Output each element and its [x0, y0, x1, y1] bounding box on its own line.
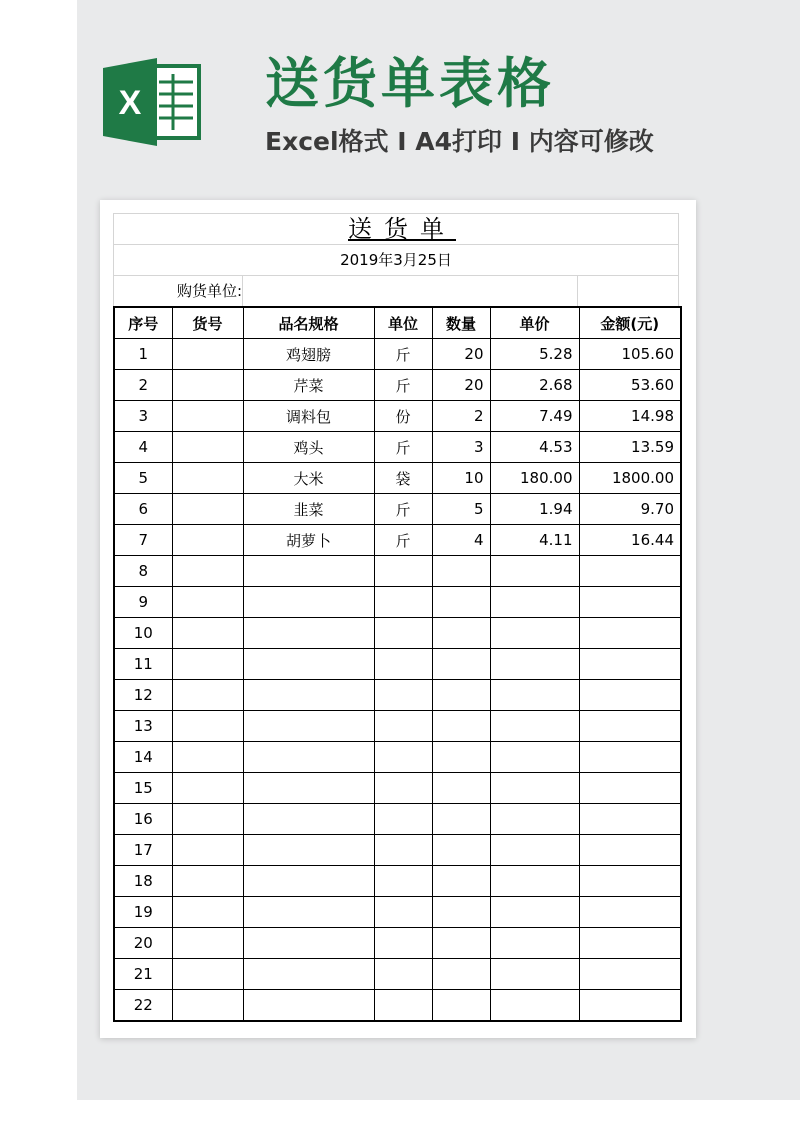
cell-seq[interactable]: 5 [114, 463, 172, 494]
cell-name[interactable]: 胡萝卜 [243, 525, 374, 556]
cell-name[interactable] [243, 804, 374, 835]
cell-seq[interactable]: 10 [114, 618, 172, 649]
cell-qty[interactable] [432, 928, 490, 959]
cell-price[interactable]: 5.28 [490, 339, 579, 370]
cell-name[interactable] [243, 959, 374, 990]
cell-price[interactable] [490, 959, 579, 990]
cell-seq[interactable]: 16 [114, 804, 172, 835]
cell-seq[interactable]: 3 [114, 401, 172, 432]
document-title: 送货单 [113, 213, 679, 245]
cell-qty[interactable] [432, 866, 490, 897]
cell-price[interactable] [490, 897, 579, 928]
cell-code[interactable] [172, 866, 243, 897]
cell-seq[interactable]: 8 [114, 556, 172, 587]
cell-amount[interactable] [579, 587, 681, 618]
cell-amount[interactable]: 105.60 [579, 339, 681, 370]
header-code: 货号 [172, 307, 243, 339]
cell-code[interactable] [172, 587, 243, 618]
cell-code[interactable] [172, 928, 243, 959]
cell-name[interactable] [243, 928, 374, 959]
cell-code[interactable] [172, 401, 243, 432]
cell-code[interactable] [172, 339, 243, 370]
cell-amount[interactable] [579, 928, 681, 959]
cell-name[interactable] [243, 556, 374, 587]
excel-logo-icon [103, 58, 203, 146]
cell-seq[interactable]: 17 [114, 835, 172, 866]
cell-seq[interactable]: 2 [114, 370, 172, 401]
header-name: 品名规格 [243, 307, 374, 339]
cell-code[interactable] [172, 835, 243, 866]
delivery-note-sheet [100, 200, 696, 1038]
cell-unit[interactable] [374, 928, 432, 959]
cell-qty[interactable] [432, 680, 490, 711]
cell-amount[interactable]: 53.60 [579, 370, 681, 401]
cell-price[interactable]: 1.94 [490, 494, 579, 525]
header-qty: 数量 [432, 307, 490, 339]
cell-code[interactable] [172, 773, 243, 804]
cell-seq[interactable]: 7 [114, 525, 172, 556]
cell-code[interactable] [172, 742, 243, 773]
cell-seq[interactable]: 1 [114, 339, 172, 370]
cell-amount[interactable]: 13.59 [579, 432, 681, 463]
cell-qty[interactable] [432, 959, 490, 990]
table-row [114, 618, 681, 649]
cell-qty[interactable]: 20 [432, 370, 490, 401]
cell-code[interactable] [172, 494, 243, 525]
cell-name[interactable]: 鸡头 [243, 432, 374, 463]
cell-qty[interactable] [432, 711, 490, 742]
banner-subtitle: Excel格式 I A4打印 I 内容可修改 [265, 127, 654, 156]
cell-qty[interactable]: 4 [432, 525, 490, 556]
cell-qty[interactable]: 10 [432, 463, 490, 494]
cell-name[interactable] [243, 587, 374, 618]
table-row [114, 866, 681, 897]
cell-unit[interactable] [374, 711, 432, 742]
cell-qty[interactable]: 2 [432, 401, 490, 432]
cell-code[interactable] [172, 370, 243, 401]
cell-amount[interactable] [579, 959, 681, 990]
cell-qty[interactable] [432, 618, 490, 649]
cell-price[interactable]: 4.53 [490, 432, 579, 463]
cell-name[interactable] [243, 711, 374, 742]
cell-unit[interactable]: 斤 [374, 339, 432, 370]
cell-amount[interactable]: 16.44 [579, 525, 681, 556]
cell-unit[interactable]: 斤 [374, 525, 432, 556]
cell-qty[interactable] [432, 742, 490, 773]
cell-unit[interactable]: 斤 [374, 370, 432, 401]
table-row [114, 959, 681, 990]
buyer-row [113, 276, 679, 306]
cell-price[interactable] [490, 866, 579, 897]
cell-seq[interactable]: 11 [114, 649, 172, 680]
cell-price[interactable]: 4.11 [490, 525, 579, 556]
cell-name[interactable] [243, 835, 374, 866]
table-row [114, 711, 681, 742]
table-row [114, 587, 681, 618]
cell-amount[interactable] [579, 804, 681, 835]
table-row [114, 835, 681, 866]
cell-unit[interactable] [374, 587, 432, 618]
cell-qty[interactable] [432, 773, 490, 804]
cell-unit[interactable] [374, 959, 432, 990]
cell-price[interactable] [490, 618, 579, 649]
cell-unit[interactable]: 斤 [374, 494, 432, 525]
cell-price[interactable]: 7.49 [490, 401, 579, 432]
cell-seq[interactable]: 18 [114, 866, 172, 897]
cell-name[interactable] [243, 773, 374, 804]
table-row [114, 773, 681, 804]
cell-price[interactable] [490, 804, 579, 835]
cell-unit[interactable] [374, 866, 432, 897]
cell-price[interactable] [490, 773, 579, 804]
cell-price[interactable]: 2.68 [490, 370, 579, 401]
cell-price[interactable] [490, 556, 579, 587]
buyer-divider [577, 276, 578, 306]
cell-name[interactable] [243, 680, 374, 711]
cell-code[interactable] [172, 525, 243, 556]
cell-code[interactable] [172, 649, 243, 680]
cell-amount[interactable]: 1800.00 [579, 463, 681, 494]
table-row [114, 680, 681, 711]
cell-name[interactable] [243, 618, 374, 649]
cell-code[interactable] [172, 804, 243, 835]
cell-unit[interactable] [374, 897, 432, 928]
table-row [114, 649, 681, 680]
cell-price[interactable] [490, 649, 579, 680]
cell-seq[interactable]: 12 [114, 680, 172, 711]
cell-unit[interactable]: 份 [374, 401, 432, 432]
header-amount: 金额(元) [579, 307, 681, 339]
cell-amount[interactable] [579, 897, 681, 928]
cell-amount[interactable] [579, 556, 681, 587]
cell-qty[interactable]: 5 [432, 494, 490, 525]
cell-price[interactable] [490, 928, 579, 959]
cell-unit[interactable] [374, 618, 432, 649]
table-row [114, 897, 681, 928]
cell-amount[interactable] [579, 742, 681, 773]
cell-price[interactable] [490, 587, 579, 618]
cell-amount[interactable] [579, 835, 681, 866]
cell-name[interactable] [243, 866, 374, 897]
cell-qty[interactable]: 20 [432, 339, 490, 370]
buyer-field[interactable] [242, 276, 243, 306]
cell-code[interactable] [172, 463, 243, 494]
cell-unit[interactable] [374, 649, 432, 680]
cell-code[interactable] [172, 897, 243, 928]
table-header-row [114, 307, 681, 339]
cell-price[interactable] [490, 990, 579, 1022]
cell-price[interactable]: 180.00 [490, 463, 579, 494]
cell-amount[interactable] [579, 866, 681, 897]
table-row [114, 556, 681, 587]
cell-unit[interactable] [374, 990, 432, 1022]
table-row [114, 494, 681, 525]
cell-name[interactable] [243, 897, 374, 928]
cell-name[interactable]: 芹菜 [243, 370, 374, 401]
cell-qty[interactable] [432, 649, 490, 680]
cell-qty[interactable] [432, 587, 490, 618]
cell-seq[interactable]: 13 [114, 711, 172, 742]
cell-name[interactable] [243, 990, 374, 1022]
cell-unit[interactable]: 斤 [374, 432, 432, 463]
cell-amount[interactable]: 9.70 [579, 494, 681, 525]
cell-qty[interactable] [432, 804, 490, 835]
cell-unit[interactable] [374, 742, 432, 773]
cell-code[interactable] [172, 711, 243, 742]
cell-seq[interactable]: 19 [114, 897, 172, 928]
header-unit: 单位 [374, 307, 432, 339]
cell-seq[interactable]: 4 [114, 432, 172, 463]
cell-qty[interactable] [432, 835, 490, 866]
cell-amount[interactable] [579, 773, 681, 804]
table-row [114, 401, 681, 432]
cell-code[interactable] [172, 680, 243, 711]
table-row [114, 990, 681, 1022]
banner-title: 送货单表格 [265, 52, 555, 115]
cell-name[interactable] [243, 742, 374, 773]
cell-code[interactable] [172, 959, 243, 990]
cell-amount[interactable] [579, 649, 681, 680]
cell-unit[interactable] [374, 804, 432, 835]
cell-amount[interactable] [579, 618, 681, 649]
cell-qty[interactable] [432, 990, 490, 1022]
cell-unit[interactable] [374, 680, 432, 711]
cell-unit[interactable] [374, 556, 432, 587]
cell-code[interactable] [172, 432, 243, 463]
cell-qty[interactable]: 3 [432, 432, 490, 463]
cell-name[interactable]: 韭菜 [243, 494, 374, 525]
cell-seq[interactable]: 15 [114, 773, 172, 804]
table-row [114, 742, 681, 773]
cell-seq[interactable]: 21 [114, 959, 172, 990]
cell-price[interactable] [490, 711, 579, 742]
cell-code[interactable] [172, 990, 243, 1022]
cell-seq[interactable]: 14 [114, 742, 172, 773]
svg-text:X: X [118, 84, 142, 122]
cell-name[interactable]: 调料包 [243, 401, 374, 432]
cell-seq[interactable]: 20 [114, 928, 172, 959]
cell-amount[interactable]: 14.98 [579, 401, 681, 432]
cell-seq[interactable]: 6 [114, 494, 172, 525]
items-table [113, 306, 682, 1022]
table-row [114, 928, 681, 959]
cell-seq[interactable]: 9 [114, 587, 172, 618]
buyer-label: 购货单位: [176, 282, 242, 300]
header-price: 单价 [490, 307, 579, 339]
cell-unit[interactable] [374, 835, 432, 866]
header-seq: 序号 [114, 307, 172, 339]
cell-qty[interactable] [432, 897, 490, 928]
cell-amount[interactable] [579, 680, 681, 711]
cell-amount[interactable] [579, 711, 681, 742]
table-row [114, 339, 681, 370]
cell-name[interactable]: 鸡翅膀 [243, 339, 374, 370]
cell-qty[interactable] [432, 556, 490, 587]
cell-unit[interactable]: 袋 [374, 463, 432, 494]
cell-amount[interactable] [579, 990, 681, 1022]
table-row [114, 804, 681, 835]
cell-code[interactable] [172, 556, 243, 587]
cell-name[interactable] [243, 649, 374, 680]
cell-seq[interactable]: 22 [114, 990, 172, 1022]
cell-price[interactable] [490, 742, 579, 773]
cell-unit[interactable] [374, 773, 432, 804]
table-row [114, 463, 681, 494]
document-date: 2019年3月25日 [113, 245, 679, 276]
table-row [114, 370, 681, 401]
cell-name[interactable]: 大米 [243, 463, 374, 494]
table-row [114, 432, 681, 463]
cell-price[interactable] [490, 680, 579, 711]
cell-code[interactable] [172, 618, 243, 649]
cell-price[interactable] [490, 835, 579, 866]
table-row [114, 525, 681, 556]
